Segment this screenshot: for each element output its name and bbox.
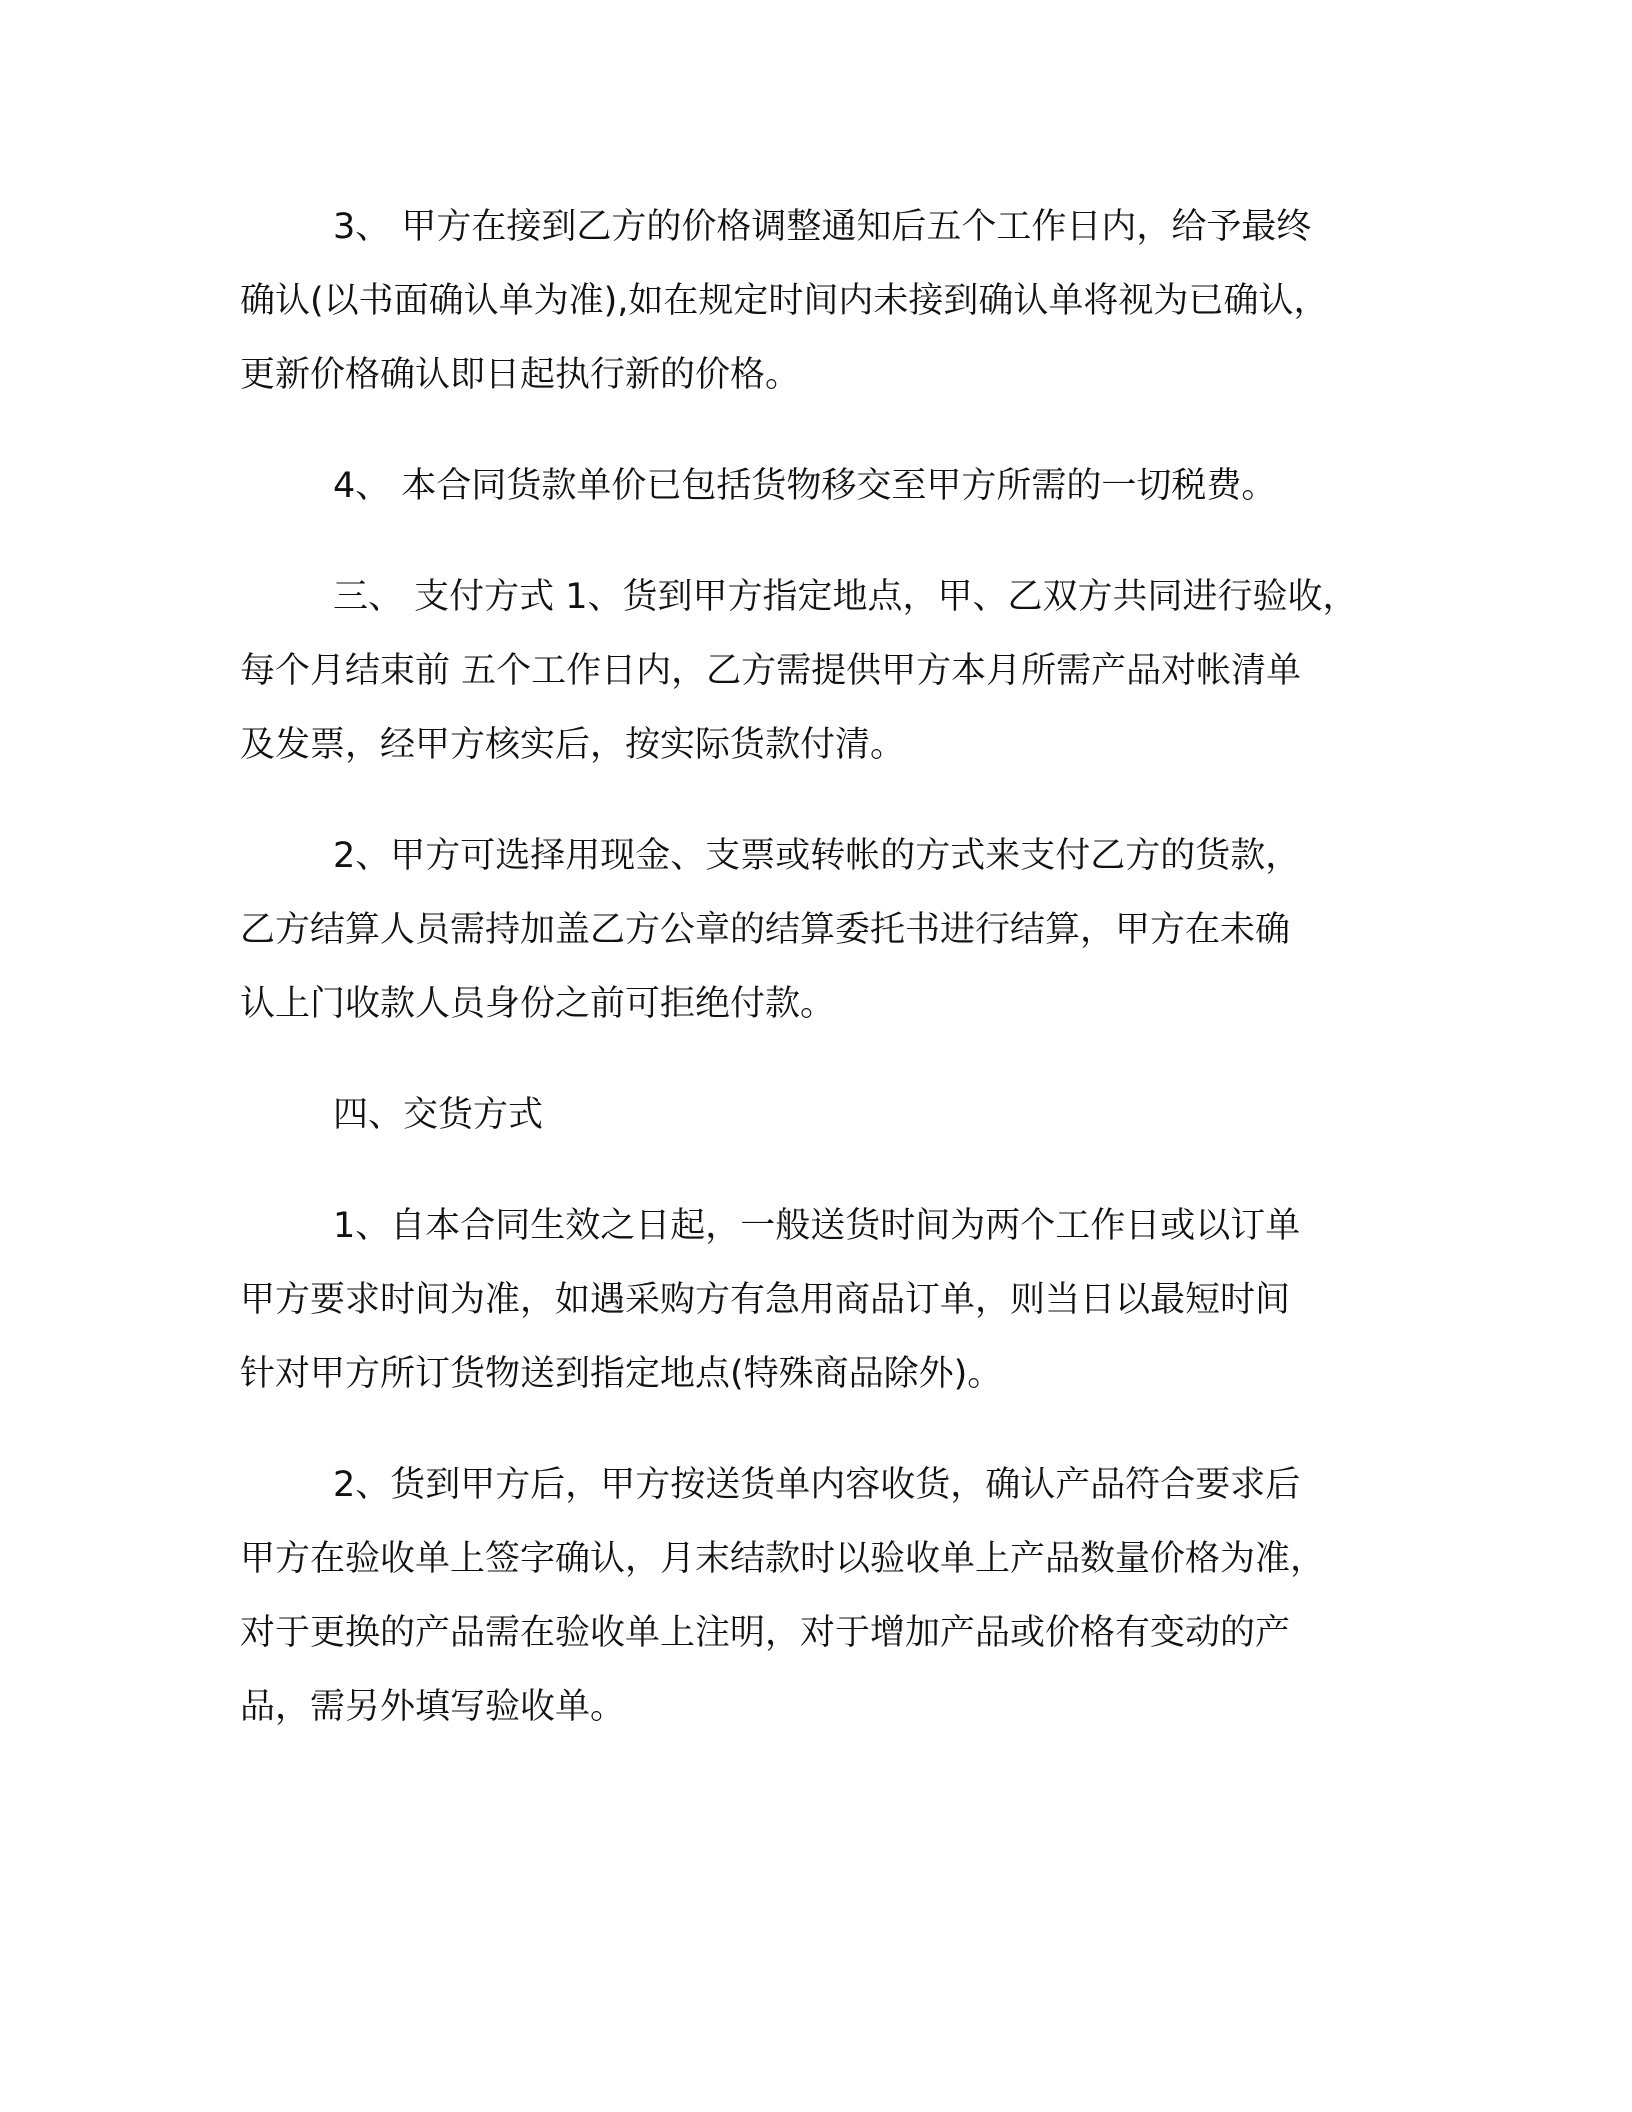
document-page — [240, 190, 1400, 1781]
paragraph-payment-method — [240, 560, 1400, 782]
text-line: 4、 本合同货款单价已包括货物移交至甲方所需的一切税费。 — [333, 466, 1277, 506]
text-line: 认上门收款人员身份之前可拒绝付款。 — [240, 984, 836, 1024]
text-line: 2、甲方可选择用现金、支票或转帐的方式来支付乙方的货款， — [333, 836, 1301, 876]
text-line: 每个月结束前 五个工作日内，乙方需提供甲方本月所需产品对帐清单 — [240, 651, 1302, 691]
text-line: 及发票，经甲方核实后，按实际货款付清。 — [240, 725, 906, 765]
text-line: 1、自本合同生效之日起，一般送货时间为两个工作日或以订单 — [333, 1206, 1301, 1246]
text-line: 乙方结算人员需持加盖乙方公章的结算委托书进行结算，甲方在未确 — [240, 910, 1291, 950]
text-line: 品，需另外填写验收单。 — [240, 1687, 626, 1727]
paragraph-acceptance — [240, 1448, 1400, 1744]
text-line: 3、 甲方在接到乙方的价格调整通知后五个工作日内，给予最终 — [333, 207, 1312, 247]
paragraph-delivery-time — [240, 1189, 1400, 1411]
text-line: 甲方在验收单上签字确认，月末结款时以验收单上产品数量价格为准， — [240, 1539, 1326, 1579]
paragraph-price-confirmation — [240, 190, 1400, 412]
section-heading-payment: 三、 支付方式 1、货到甲方指定地点，甲、乙双方共同进行验收， — [333, 577, 1358, 617]
text-line: 确认(以书面确认单为准),如在规定时间内未接到确认单将视为已确认， — [240, 281, 1329, 321]
text-line: 更新价格确认即日起执行新的价格。 — [240, 355, 801, 395]
paragraph-payment-options — [240, 819, 1400, 1041]
text-line: 对于更换的产品需在验收单上注明，对于增加产品或价格有变动的产 — [240, 1613, 1291, 1653]
section-heading-delivery: 四、交货方式 — [333, 1095, 544, 1135]
paragraph-delivery-heading — [240, 1078, 1400, 1152]
paragraph-tax-inclusion — [240, 449, 1400, 523]
text-line: 2、货到甲方后，甲方按送货单内容收货，确认产品符合要求后 — [333, 1465, 1301, 1505]
text-line: 甲方要求时间为准，如遇采购方有急用商品订单，则当日以最短时间 — [240, 1280, 1291, 1320]
text-line: 针对甲方所订货物送到指定地点(特殊商品除外)。 — [240, 1354, 1003, 1394]
